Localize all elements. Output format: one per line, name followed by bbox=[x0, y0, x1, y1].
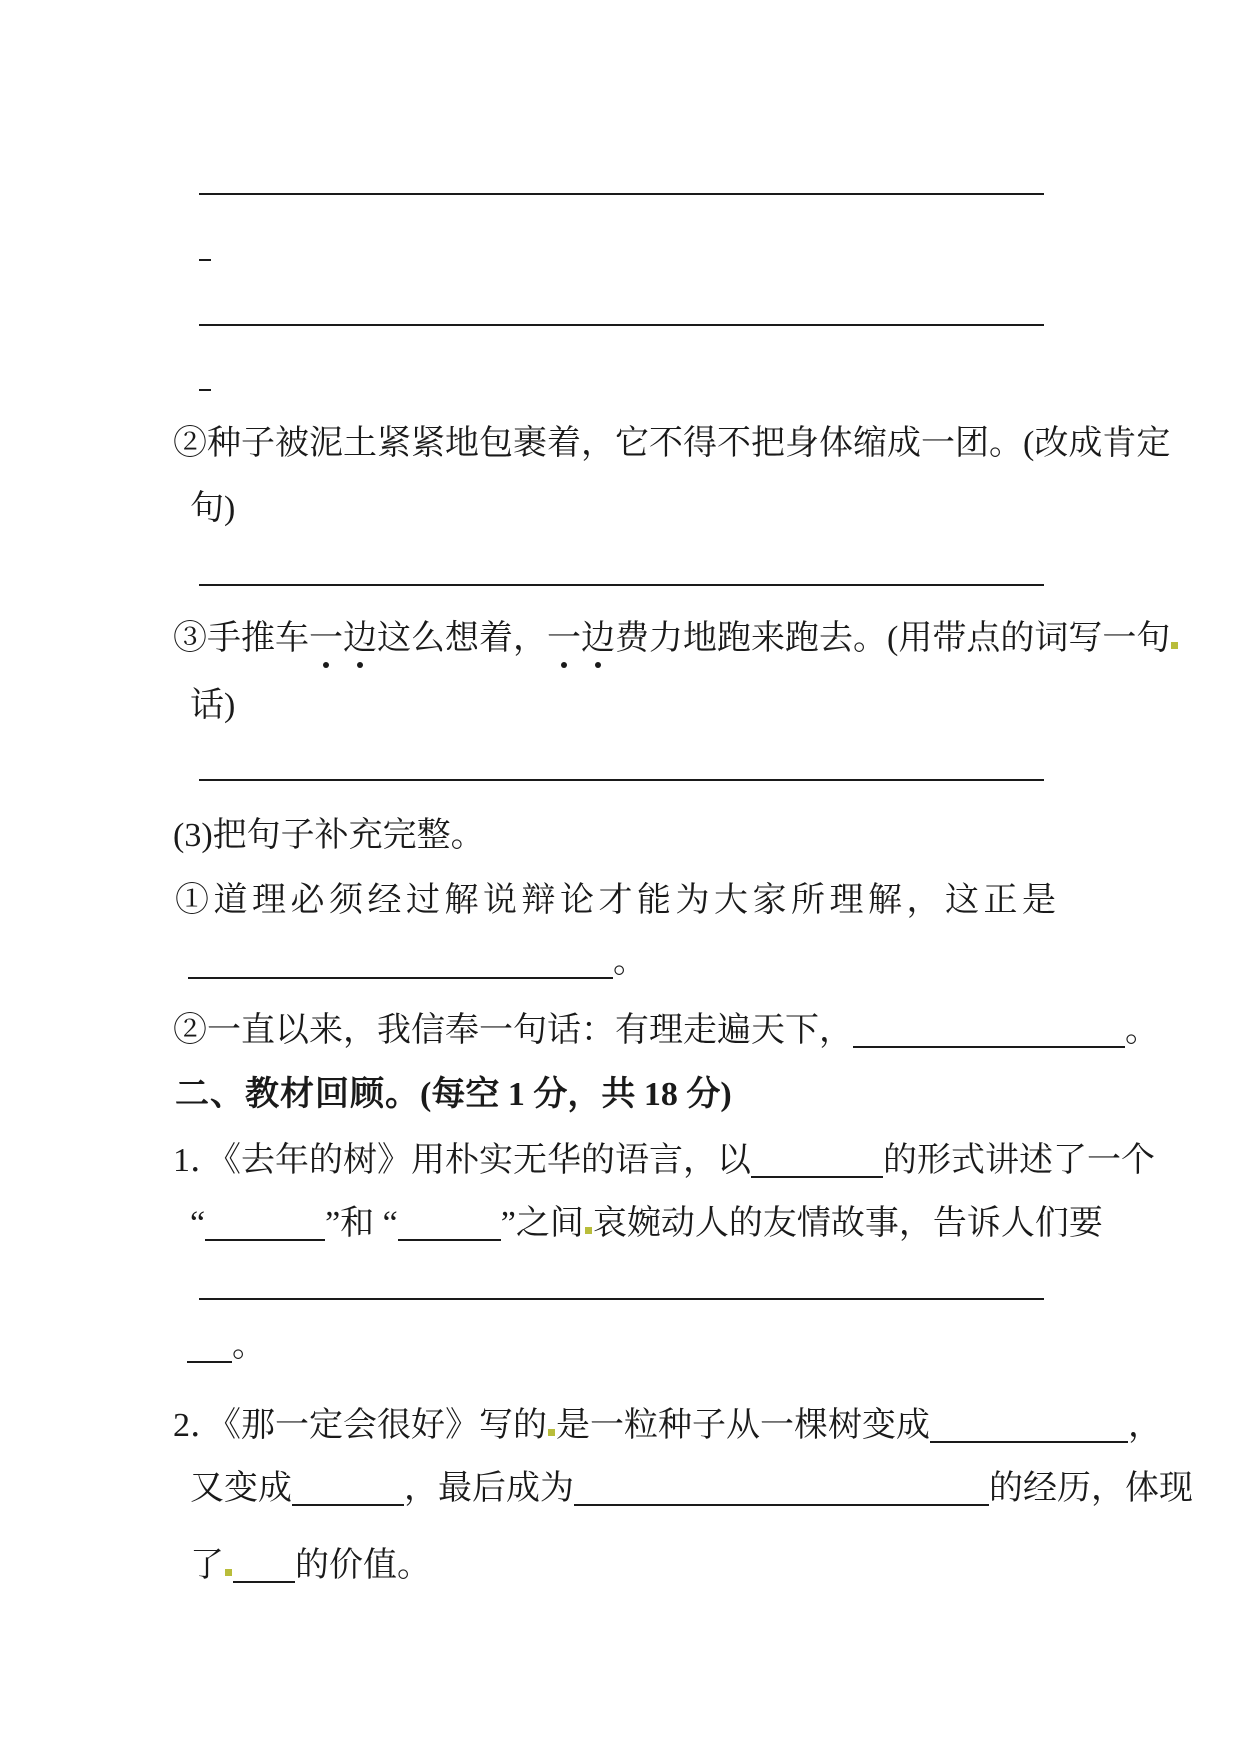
text-run: 的经历，体现 bbox=[989, 1470, 1193, 1507]
text-run: 句) bbox=[190, 490, 236, 527]
question-3-sentence-wrap bbox=[190, 685, 235, 727]
section-heading bbox=[175, 1073, 732, 1116]
answer-blank-line-3 bbox=[199, 548, 1044, 590]
answer-blank bbox=[233, 1553, 295, 1583]
answer-blank bbox=[199, 1270, 1044, 1300]
answer-blank bbox=[187, 1333, 232, 1363]
text-run: (3)把句子补充完整。 bbox=[173, 817, 485, 854]
text-run: 。 bbox=[613, 943, 647, 980]
answer-blank-line-1-tail bbox=[199, 223, 211, 265]
text-run: ”和 “ bbox=[325, 1205, 398, 1242]
text-run: ③手推车 bbox=[173, 620, 309, 657]
answer-blank bbox=[292, 1476, 404, 1506]
item-2-line-3 bbox=[190, 1545, 431, 1587]
answer-blank bbox=[199, 165, 1044, 195]
answer-blank bbox=[199, 751, 1044, 781]
question-2-sentence-wrap bbox=[190, 488, 235, 530]
text-run: 1．《去年的树》用朴实无华的语言，以 bbox=[173, 1142, 751, 1179]
highlight-dot-icon bbox=[225, 1569, 232, 1576]
answer-blank-line-5 bbox=[199, 1262, 1044, 1304]
dotted-emphasis-char: 边 bbox=[581, 618, 615, 660]
answer-blank bbox=[199, 296, 1044, 326]
text-run: 。 bbox=[1125, 1012, 1159, 1049]
text-run: ”之间 bbox=[500, 1205, 584, 1242]
highlight-dot-icon bbox=[548, 1429, 555, 1436]
text-run: 。 bbox=[232, 1327, 266, 1364]
answer-blank-line-4 bbox=[199, 743, 1044, 785]
answer-blank-line-2-tail bbox=[199, 353, 211, 395]
dotted-emphasis-text bbox=[309, 620, 377, 657]
answer-blank bbox=[574, 1476, 989, 1506]
item-1-line-2 bbox=[190, 1203, 1103, 1245]
item-2-line-1 bbox=[173, 1405, 1162, 1447]
highlight-dot-icon bbox=[585, 1227, 592, 1234]
text-run: 话) bbox=[190, 687, 236, 724]
complete-sentence-1 bbox=[175, 880, 1061, 922]
answer-blank bbox=[930, 1413, 1128, 1443]
text-run: ②种子被泥土紧紧地包裹着，它不得不把身体缩成一团。(改成肯定 bbox=[173, 425, 1171, 462]
text-run: ， bbox=[1128, 1407, 1162, 1444]
answer-blank-line-2 bbox=[199, 288, 1044, 330]
text-run: ①道理必须经过解说辩论才能为大家所理解，这正是 bbox=[175, 882, 1061, 919]
complete-sentence-2 bbox=[173, 1010, 1159, 1052]
text-run: 了 bbox=[190, 1547, 224, 1584]
answer-blank bbox=[205, 1211, 325, 1241]
text-run: 这么想着， bbox=[377, 620, 547, 657]
text-run: 哀婉动人的友情故事，告诉人们要 bbox=[592, 1205, 1103, 1242]
question-2-sentence bbox=[173, 423, 1170, 465]
complete-sentence-1-answer bbox=[188, 941, 647, 983]
answer-blank bbox=[853, 1018, 1125, 1048]
answer-blank-line-1 bbox=[199, 157, 1044, 199]
text-run: 又变成 bbox=[190, 1470, 292, 1507]
text-run: ，最后成为 bbox=[404, 1470, 574, 1507]
answer-blank bbox=[199, 361, 211, 391]
text-run: 的价值。 bbox=[295, 1547, 431, 1584]
highlight-dot-icon bbox=[1171, 642, 1178, 649]
section-heading-title: 二、教材回顾。 bbox=[175, 1075, 420, 1113]
text-run: 2．《那一定会很好》写的 bbox=[173, 1407, 547, 1444]
answer-blank bbox=[398, 1211, 501, 1241]
item-1-answer-tail bbox=[187, 1325, 266, 1367]
dotted-emphasis-char: 边 bbox=[343, 618, 377, 660]
answer-blank bbox=[751, 1148, 883, 1178]
text-run: 是一粒种子从一棵树变成 bbox=[556, 1407, 930, 1444]
text-run: 费力地跑来跑去。(用带点的词写一句 bbox=[615, 620, 1171, 657]
section-heading-points: (每空 1 分，共 18 分) bbox=[420, 1076, 732, 1113]
answer-blank bbox=[188, 949, 613, 979]
dotted-emphasis-text bbox=[547, 620, 615, 657]
subquestion-3-label bbox=[173, 815, 485, 857]
answer-blank bbox=[199, 231, 211, 261]
dotted-emphasis-char: 一 bbox=[547, 618, 581, 660]
question-3-sentence bbox=[173, 618, 1179, 660]
item-2-line-2 bbox=[190, 1468, 1193, 1510]
dotted-emphasis-char: 一 bbox=[309, 618, 343, 660]
text-run: ②一直以来，我信奉一句话：有理走遍天下， bbox=[173, 1012, 853, 1049]
text-run: 的形式讲述了一个 bbox=[883, 1142, 1155, 1179]
answer-blank bbox=[199, 556, 1044, 586]
item-1-line-1 bbox=[173, 1140, 1155, 1182]
text-run: “ bbox=[190, 1205, 206, 1242]
